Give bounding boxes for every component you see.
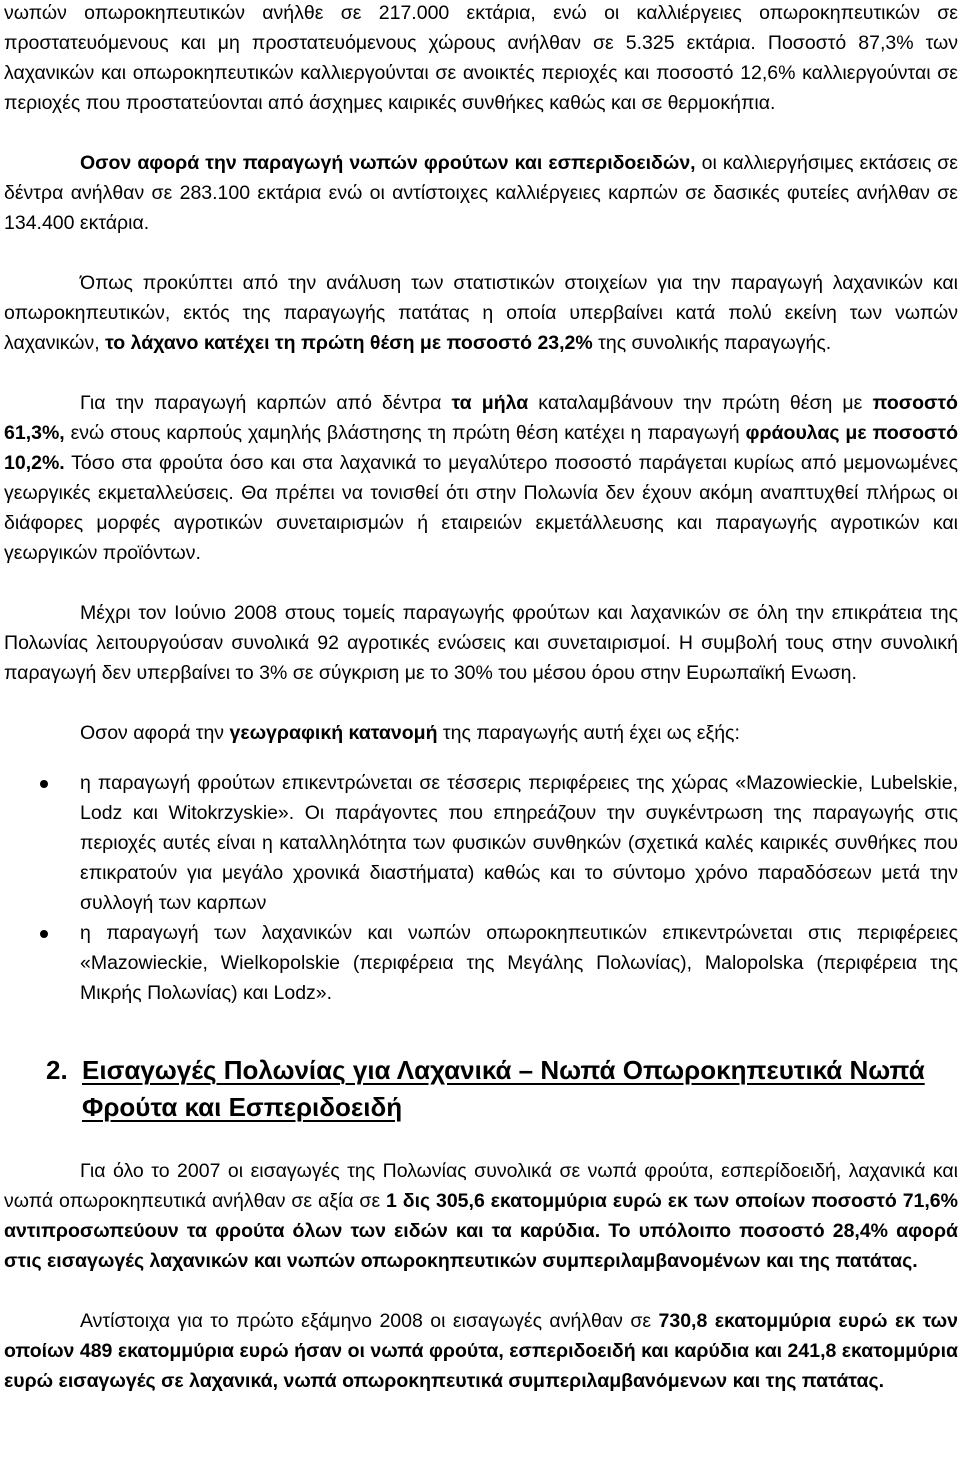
bullet-list bbox=[4, 768, 958, 1008]
text-run: νωπών οπωροκηπευτικών ανήλθε σε 217.000 εκτάρια, ενώ οι καλλιέργειες οπωροκηπευτικών σε προστατευόμενους και μη προστατευόμενους χώρους ανήλθαν σε 5.325 εκτάρια. Ποσοστό 87,3% των λαχανικών και οπωροκηπευτικών καλλιεργούνται σε ανοικτές περιοχές και ποσοστό 12,6% καλλιεργούνται σε περιοχές που προστατεύονται από άσχημες καιρικές συνθήκες καθώς και σε θερμοκήπια. bbox=[4, 2, 958, 114]
text-run: Οσον αφορά την bbox=[80, 722, 230, 744]
document-page bbox=[4, 0, 958, 1396]
section-heading bbox=[4, 1052, 958, 1126]
bullet-icon bbox=[40, 780, 48, 788]
paragraph-cultivation-areas bbox=[4, 0, 958, 118]
text-run: ενώ στους καρπούς χαμηλής βλάστησης τη πρώτη θέση κατέχει η παραγωγή bbox=[64, 422, 746, 444]
text-run: της παραγωγής αυτή έχει ως εξής: bbox=[437, 722, 740, 744]
paragraph-fruit-production bbox=[4, 148, 958, 238]
paragraph-imports-2008 bbox=[4, 1306, 958, 1396]
text-run: Για όλο το 2007 οι εισαγωγές της Πολωνίας συνολικά σε νωπά φρούτα, εσπερίδοειδή, λαχανικά και νωπά οπωροκηπευτικά ανήλθαν σε αξία σε bbox=[4, 1160, 958, 1212]
bold-run: γεωγραφική κατανομή bbox=[229, 722, 438, 744]
section-number: 2. bbox=[46, 1055, 68, 1085]
bold-run: Οσον αφορά την παραγωγή νωπών φρούτων και εσπεριδοειδών, bbox=[80, 152, 696, 174]
bold-run: 1 δις 305,6 εκατομμύρια ευρώ εκ των οποίων ποσοστό 71,6% αντιπροσωπεύουν τα φρούτα όλων των ειδών και τα καρύδια. Το υπόλοιπο ποσοστό 28,4% αφορά στις εισαγωγές λαχανικών και νωπών οπωροκηπευτικών συμπεριλαμβανομένων και της πατάτας. bbox=[4, 1190, 958, 1272]
text-run: καταλαμβάνουν την πρώτη θέση με bbox=[528, 392, 873, 414]
paragraph-tree-fruit-production bbox=[4, 388, 958, 568]
section-title: Εισαγωγές Πολωνίας για Λαχανικά – Νωπά Οπωροκηπευτικά Νωπά Φρούτα και Εσπεριδοειδή bbox=[82, 1055, 925, 1122]
bold-run: ποσοστό 61,3%, bbox=[4, 392, 958, 444]
text-run: Τόσο στα φρούτα όσο και στα λαχανικά το μεγαλύτερο ποσοστό παράγεται κυρίως από μεμονωμένες γεωργικές εκμεταλλεύσεις. Θα πρέπει να τονισθεί ότι στην Πολωνία δεν έχουν ακόμη αναπτυχθεί πλήρως οι διάφορες μορφές αγροτικών συνεταιρισμών ή εταιρειών εκμετάλλευσης και παραγωγής αγροτικών και γεωργικών προϊόντων. bbox=[4, 452, 958, 564]
list-item-text: η παραγωγή των λαχανικών και νωπών οπωροκηπευτικών επικεντρώνεται στις περιφέρειες «Mazowieckie, Wielkopolskie (περιφέρεια της Μεγάλης Πολωνίας), Malopolska (περιφέρεια της Μικρής Πολωνίας) και Lodz». bbox=[80, 922, 958, 1004]
bold-run: φράουλας με ποσοστό 10,2%. bbox=[4, 422, 958, 474]
paragraph-geographic-distribution bbox=[4, 718, 958, 748]
bold-run: 730,8 εκατομμύρια ευρώ εκ των οποίων 489 εκατομμύρια ευρώ ήσαν οι νωπά φρούτα, εσπεριδοειδή και καρύδια και 241,8 εκατομμύρια ευρώ εισαγωγές σε λαχανικά, νωπά οπωροκηπευτικά συμπεριλαμβανόμενων και της πατάτας. bbox=[4, 1310, 958, 1392]
text-run: Αντίστοιχα για το πρώτο εξάμηνο 2008 οι εισαγωγές ανήλθαν σε bbox=[80, 1310, 659, 1332]
paragraph-statistics-analysis bbox=[4, 268, 958, 358]
paragraph-cooperatives bbox=[4, 598, 958, 688]
text-run: Μέχρι τον Ιούνιο 2008 στους τομείς παραγωγής φρούτων και λαχανικών σε όλη την επικράτεια της Πολωνίας λειτουργούσαν συνολικά 92 αγροτικές ενώσεις και συνεταιρισμοί. Η συμβολή τους στην συνολική παραγωγή δεν υπερβαίνει το 3% σε σύγκριση με το 30% του μέσου όρου στην Ευρωπαϊκή Ενωση. bbox=[4, 602, 958, 684]
text-run: Όπως προκύπτει από την ανάλυση των στατιστικών στοιχείων για την παραγωγή λαχανικών και οπωροκηπευτικών, εκτός της παραγωγής πατάτας η οποία υπερβαίνει κατά πολύ εκείνη των νωπών λαχανικών, bbox=[4, 272, 958, 354]
list-item bbox=[4, 768, 958, 918]
bold-run: το λάχανο κατέχει τη πρώτη θέση με ποσοστό 23,2% bbox=[105, 332, 593, 354]
bullet-icon bbox=[40, 930, 48, 938]
text-run: της συνολικής παραγωγής. bbox=[592, 332, 832, 354]
bold-run: τα μήλα bbox=[451, 392, 529, 414]
list-item bbox=[4, 918, 958, 1008]
text-run: Για την παραγωγή καρπών από δέντρα bbox=[80, 392, 452, 414]
paragraph-imports-2007 bbox=[4, 1156, 958, 1276]
list-item-text: η παραγωγή φρούτων επικεντρώνεται σε τέσσερις περιφέρειες της χώρας «Mazowieckie, Lubelskie, Lodz και Witokrzyskie». Οι παράγοντες που επηρεάζουν την συγκέντρωση της παραγωγής στις περιοχές αυτές είναι η καταλληλότητα των φυσικών συνθηκών (σχετικά καλές καιρικές συνθήκες που επικρατούν για μεγάλο χρονικά διαστήματα) καθώς και το σύντομο χρόνο παραδόσεων μετά την συλλογή των καρπων bbox=[80, 772, 958, 914]
text-run: οι καλλιεργήσιμες εκτάσεις σε δέντρα ανήλθαν σε 283.100 εκτάρια ενώ οι αντίστοιχες καλλιέργειες καρπών σε δασικές φυτείες ανήλθαν σε 134.400 εκτάρια. bbox=[4, 152, 959, 234]
